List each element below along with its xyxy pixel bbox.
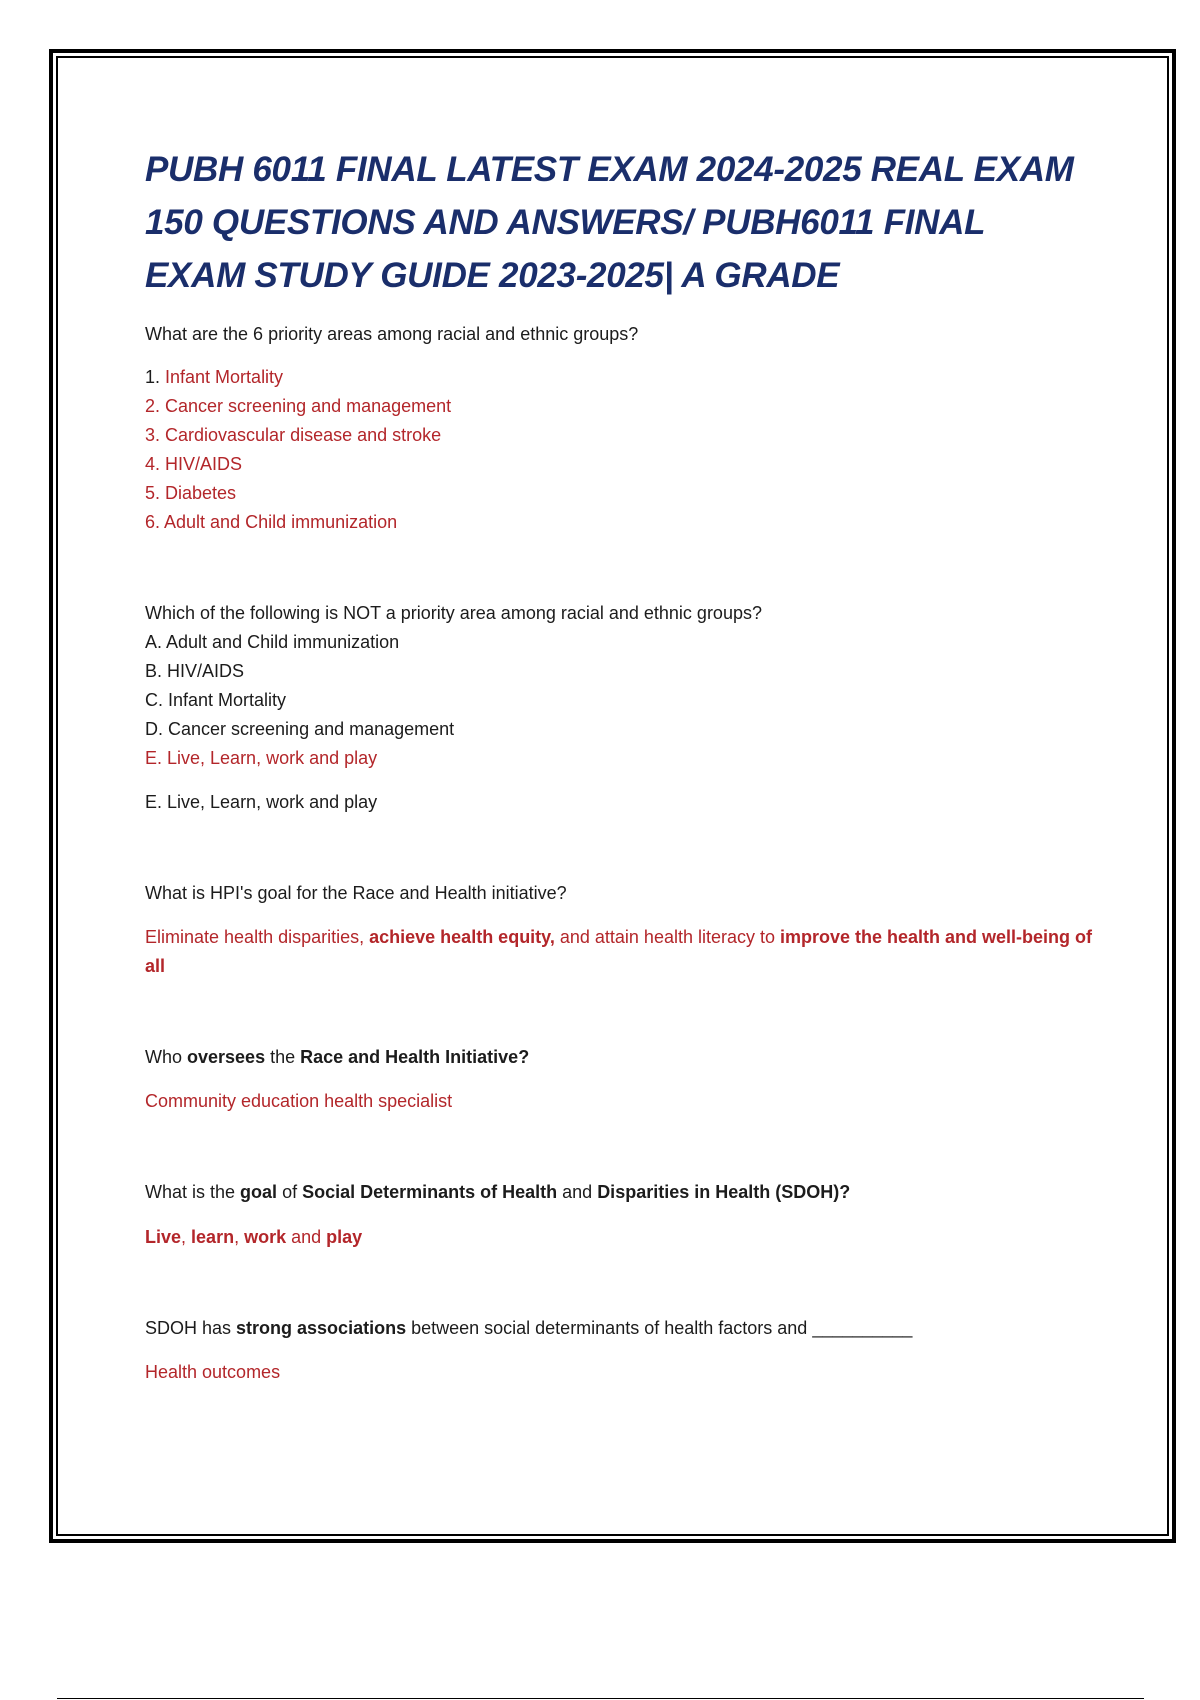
question-fragment: and — [557, 1182, 598, 1202]
list-item: 5. Diabetes — [145, 483, 237, 503]
question-fragment: strong associations — [236, 1318, 407, 1338]
question-fragment: the — [265, 1047, 301, 1067]
answer-fragment: work — [244, 1227, 287, 1247]
answer-2: E. Live, Learn, work and play — [145, 792, 378, 812]
question-3: What is HPI's goal for the Race and Health initiative? — [145, 883, 567, 903]
answer-4: Community education health specialist — [145, 1091, 453, 1111]
answer-text: Infant Mortality — [165, 367, 284, 387]
question-fragment: Race and Health Initiative? — [300, 1047, 530, 1067]
answer-fragment: improve the health and well-being of all — [145, 927, 1093, 976]
answer-list-1 — [145, 363, 1105, 537]
answer-fragment: play — [326, 1227, 363, 1247]
answer-fragment: and — [286, 1227, 327, 1247]
question-2: Which of the following is NOT a priority area among racial and ethnic groups? — [145, 603, 762, 623]
answer-fragment: Eliminate health disparities, — [145, 927, 370, 947]
list-item: C. Infant Mortality — [145, 690, 287, 710]
page-divider — [57, 1698, 1144, 1699]
document-body — [145, 143, 1105, 1387]
title-line: 150 QUESTIONS AND ANSWERS/ PUBH6011 FINAL — [145, 203, 986, 242]
question-fragment: What is the — [145, 1182, 241, 1202]
question-4 — [145, 1043, 1105, 1072]
question-fragment: goal — [240, 1182, 278, 1202]
question-6 — [145, 1314, 1105, 1343]
answer-prefix: 1. — [145, 367, 166, 387]
answer-fragment: , — [234, 1227, 245, 1247]
answer-fragment: Live — [145, 1227, 182, 1247]
answer-3 — [145, 923, 1105, 981]
list-item: E. Live, Learn, work and play — [145, 748, 378, 768]
question-fragment: between social determinants of health factors and __________ — [406, 1318, 913, 1338]
answer-fragment: learn — [191, 1227, 235, 1247]
list-item — [145, 363, 1105, 392]
question-1: What are the 6 priority areas among racial and ethnic groups? — [145, 324, 639, 344]
list-item: 6. Adult and Child immunization — [145, 512, 398, 532]
question-fragment: oversees — [187, 1047, 266, 1067]
list-item: A. Adult and Child immunization — [145, 632, 400, 652]
answer-fragment: achieve health equity, — [369, 927, 555, 947]
answer-fragment: and attain health literacy to — [554, 927, 780, 947]
list-item: 4. HIV/AIDS — [145, 454, 243, 474]
question-fragment: of — [277, 1182, 303, 1202]
answer-5 — [145, 1223, 1105, 1252]
question-5 — [145, 1178, 1105, 1207]
list-item: B. HIV/AIDS — [145, 661, 245, 681]
document-title — [145, 143, 1105, 302]
list-item: D. Cancer screening and management — [145, 719, 455, 739]
list-item: 3. Cardiovascular disease and stroke — [145, 425, 442, 445]
option-list-2 — [145, 628, 1105, 773]
list-item: 2. Cancer screening and management — [145, 396, 452, 416]
answer-fragment: , — [181, 1227, 192, 1247]
question-fragment: Social Determinants of Health — [302, 1182, 558, 1202]
question-fragment: Disparities in Health (SDOH)? — [597, 1182, 851, 1202]
question-fragment: SDOH has — [145, 1318, 237, 1338]
title-line: EXAM STUDY GUIDE 2023-2025| A GRADE — [145, 256, 840, 295]
question-fragment: Who — [145, 1047, 188, 1067]
answer-6: Health outcomes — [145, 1362, 281, 1382]
title-line: PUBH 6011 FINAL LATEST EXAM 2024-2025 REAL EXAM — [145, 150, 1074, 189]
